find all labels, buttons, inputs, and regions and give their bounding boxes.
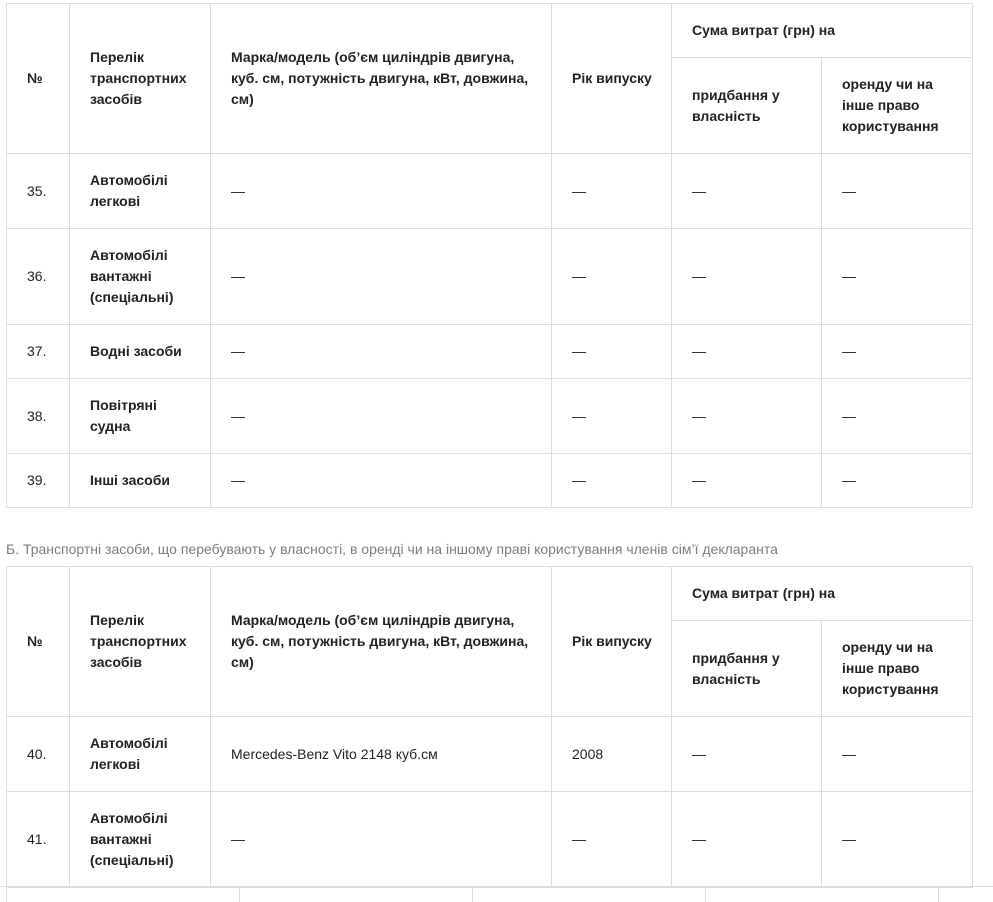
table-row xyxy=(7,379,973,454)
header-model: Марка/модель (об’єм циліндрів двигуна, куб. см, потужність двигуна, кВт, довжина, см) xyxy=(211,4,552,154)
header-rent: оренду чи на інше право користування xyxy=(822,58,973,154)
vehicle-year: — xyxy=(552,325,672,379)
vehicle-type: Автомобілі вантажні (спеціальні) xyxy=(70,792,211,888)
header-year: Рік випуску xyxy=(552,4,672,154)
row-number: 36. xyxy=(7,229,70,325)
vehicles-table-declarant xyxy=(6,3,973,508)
vehicle-model: — xyxy=(211,154,552,229)
table-row xyxy=(7,229,973,325)
vehicle-type: Повітряні судна xyxy=(70,379,211,454)
table-row xyxy=(7,454,973,508)
section-b-caption: Б. Транспортні засоби, що перебувають у власності, в оренді чи на іншому праві користування членів сім’ї декларанта xyxy=(6,541,778,557)
header-purchase: придбання у власність xyxy=(672,58,822,154)
table-row xyxy=(7,154,973,229)
purchase-cost: — xyxy=(672,229,822,325)
row-number: 40. xyxy=(7,717,70,792)
table-row xyxy=(7,792,973,888)
rent-cost: — xyxy=(822,229,973,325)
vehicle-model: — xyxy=(211,454,552,508)
purchase-cost: — xyxy=(672,154,822,229)
table-row xyxy=(7,325,973,379)
table-row xyxy=(7,717,973,792)
vehicle-model: — xyxy=(211,325,552,379)
rent-cost: — xyxy=(822,325,973,379)
row-number: 41. xyxy=(7,792,70,888)
vehicle-year: — xyxy=(552,154,672,229)
vehicle-model: — xyxy=(211,379,552,454)
purchase-cost: — xyxy=(672,792,822,888)
row-number: 37. xyxy=(7,325,70,379)
vehicle-model: — xyxy=(211,229,552,325)
header-costs: Сума витрат (грн) на xyxy=(672,4,973,58)
vehicle-type: Автомобілі легкові xyxy=(70,154,211,229)
vehicle-type: Автомобілі легкові xyxy=(70,717,211,792)
vehicle-year: — xyxy=(552,379,672,454)
vehicle-year: — xyxy=(552,792,672,888)
header-purchase: придбання у власність xyxy=(672,621,822,717)
row-number: 38. xyxy=(7,379,70,454)
purchase-cost: — xyxy=(672,717,822,792)
purchase-cost: — xyxy=(672,454,822,508)
row-number: 39. xyxy=(7,454,70,508)
vehicle-year: 2008 xyxy=(552,717,672,792)
header-model: Марка/модель (об’єм циліндрів двигуна, куб. см, потужність двигуна, кВт, довжина, см) xyxy=(211,567,552,717)
next-table-edge xyxy=(0,886,993,902)
header-vehicle-list: Перелік транспортних засобів xyxy=(70,4,211,154)
header-no: № xyxy=(7,567,70,717)
vehicle-year: — xyxy=(552,229,672,325)
vehicle-type: Автомобілі вантажні (спеціальні) xyxy=(70,229,211,325)
vehicle-type: Водні засоби xyxy=(70,325,211,379)
rent-cost: — xyxy=(822,454,973,508)
rent-cost: — xyxy=(822,154,973,229)
vehicle-model: — xyxy=(211,792,552,888)
header-costs: Сума витрат (грн) на xyxy=(672,567,973,621)
vehicles-table-family xyxy=(6,566,973,888)
vehicle-year: — xyxy=(552,454,672,508)
rent-cost: — xyxy=(822,379,973,454)
purchase-cost: — xyxy=(672,325,822,379)
vehicle-model: Mercedes-Benz Vito 2148 куб.см xyxy=(211,717,552,792)
purchase-cost: — xyxy=(672,379,822,454)
row-number: 35. xyxy=(7,154,70,229)
header-vehicle-list: Перелік транспортних засобів xyxy=(70,567,211,717)
header-year: Рік випуску xyxy=(552,567,672,717)
rent-cost: — xyxy=(822,792,973,888)
header-no: № xyxy=(7,4,70,154)
rent-cost: — xyxy=(822,717,973,792)
vehicle-type: Інші засоби xyxy=(70,454,211,508)
header-rent: оренду чи на інше право користування xyxy=(822,621,973,717)
